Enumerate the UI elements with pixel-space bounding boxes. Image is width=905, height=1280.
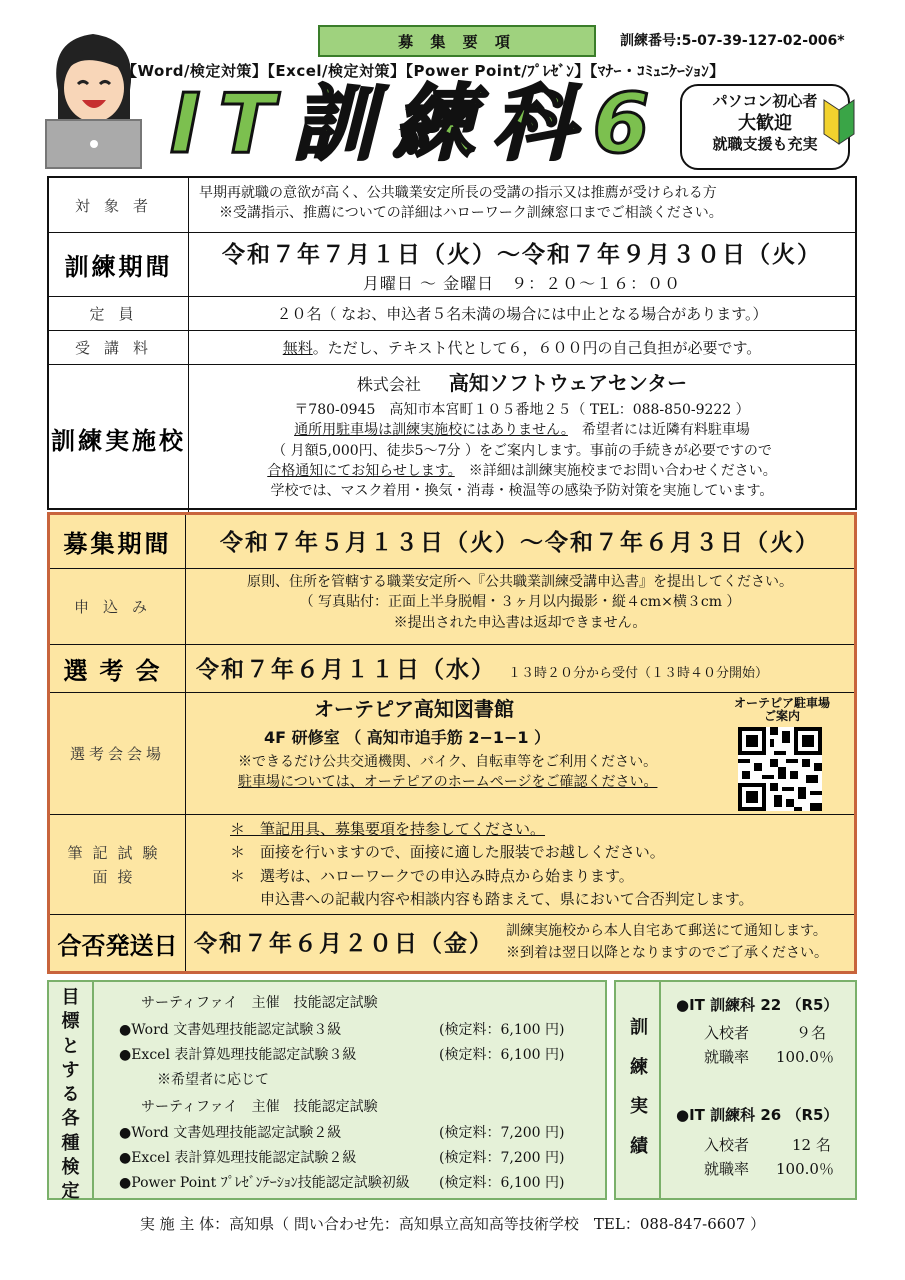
course-code: 訓練番号:5-07-39-127-02-006* [620,33,845,49]
school-parking-note: 通所用駐車場は訓練実施校にはありません。 [294,422,568,439]
cert-fee: (検定料：6,100 円) [439,1022,565,1038]
label-venue: 選考会会場 [50,693,186,814]
school-covid-note: 学校では、マスク着用・換気・消毒・検温等の感染予防対策を実施しています。 [270,483,774,500]
rate-label: 就職率 [704,1160,750,1178]
label-apply: 申込み [50,569,186,644]
cert-organizer: サーティファイ 主催 技能認定試験 [141,1099,378,1115]
mascot-illustration [38,20,148,170]
exam-line: ＊ 筆記用具、募集要項を持参してください。 [230,820,546,838]
cert-fee: (検定料：7,200 円) [439,1150,565,1166]
school-address: 〒780-0945 高知市本宮町１０５番地２５（ TEL：088-850-9222 ） [294,402,750,418]
label-period: 訓練期間 [49,233,189,296]
rate-value: 100.0％ [776,1048,834,1066]
cert-organizer: サーティファイ 主催 技能認定試験 [141,995,378,1011]
row-selection [50,645,854,693]
selection-note: １３時２０分から受付（１３時４０分開始） [508,666,769,681]
label-capacity: 定員 [49,297,189,330]
qr-label: オーテピア駐車場 [733,696,830,710]
beginner-mark-icon [822,96,856,146]
school-parking-fee: （ 月額5,000円、徒歩5～7分 ）をご案内します。事前の手続きが必要ですので [272,442,772,459]
label-fee: 受講料 [49,331,189,364]
target-certifications [47,980,607,1203]
label-recruit-period: 募集期間 [50,515,186,568]
entrants-value: 12 名 [792,1136,831,1154]
cert-item: ●Excel 表計算処理技能認定試験２級 [119,1150,357,1166]
entrants-label: 入校者 [704,1024,750,1042]
target-line: 早期再就職の意欲が高く、公共職業安定所長の受講の指示又は推薦が受けられる方 [199,185,717,201]
qr-code-icon[interactable] [738,727,822,811]
period-date: 令和７年７月１日（火）～令和７年９月３０日（火） [222,242,822,268]
exam-line: ＊ 選考は、ハローワークでの申込み時点から始まります。 [230,866,634,885]
training-results [614,980,857,1200]
venue-transport: ※できるだけ公共交通機関、バイク、自転車等をご利用ください。 [238,754,658,771]
rate-label: 就職率 [704,1048,750,1066]
cert-fee: (検定料：7,200 円) [439,1125,565,1141]
bubble-line: パソコン初心者 [712,92,818,110]
entrants-value: ９名 [796,1024,827,1042]
exam-line: ＊ 面接を行いますので、面接に適した服装でお越しください。 [230,843,665,862]
capacity-text: ２０名（ なお、申込者５名未満の場合には中止となる場合があります。） [276,305,768,323]
label-result: 合否発送日 [50,915,186,971]
bubble-line: 就職支援も充実 [712,134,818,153]
goals-label: 目標とする各種検定 [49,982,94,1198]
course-tags: 【Word/検定対策】【Excel/検定対策】【Power Point/ﾌﾟﾚｾﾞﾝ】【ﾏﾅｰ・ｺﾐｭﾆｹｰｼｮﾝ】 [122,62,725,80]
apply-line: 原則、住所を管轄する職業安定所へ『公共職業訓練受講申込書』を提出してください。 [247,574,793,590]
school-inquiry: ※詳細は訓練実施校までお問い合わせください。 [454,462,777,479]
cert-item: ●Excel 表計算処理技能認定試験３級 [119,1047,357,1063]
course-info-table [47,176,857,510]
recruitment-section [47,512,857,974]
label-target: 対象者 [49,178,189,232]
fee-text: 。ただし、テキスト代として６，６００円の自己負担が必要です。 [312,339,762,357]
cert-item: ●Word 文書処理技能認定試験２級 [119,1125,342,1141]
cert-note: ※希望者に応じて [157,1072,269,1088]
apply-line: ※提出された申込書は返却できません。 [393,614,647,631]
row-capacity [49,297,855,331]
row-fee [49,331,855,365]
venue-room: 4F 研修室 （ 高知市追手筋 2−1−1 ） [264,728,551,747]
row-school [49,365,855,512]
row-venue [50,693,854,815]
result-date: 令和７年６月２０日（金） [194,931,494,957]
cert-fee: (検定料：6,100 円) [439,1175,565,1191]
cert-item: ●Word 文書処理技能認定試験３級 [119,1022,342,1038]
recruit-date: 令和７年５月１３日（火）～令和７年６月３日（火） [220,530,820,556]
result-line: ※到着は翌日以降となりますのでご了承ください。 [506,944,828,961]
result-block-title: ●IT 訓練科 26 （R5） [676,1106,839,1124]
school-notify-note: 合格通知にてお知らせします。 [267,462,455,479]
recruitment-badge: 募 集 要 項 [318,25,596,57]
school-company-prefix: 株式会社 [356,375,421,394]
row-apply [50,569,854,645]
result-block-title: ●IT 訓練科 22 （R5） [676,996,839,1014]
fee-free: 無料 [282,339,313,357]
row-target [49,178,855,233]
venue-name: オーテピア高知図書館 [314,697,514,721]
row-period [49,233,855,297]
school-parking-text: 希望者には近隣有料駐車場 [567,422,750,439]
cert-item: ●Power Point ﾌﾟﾚｾﾞﾝﾃｰｼｮﾝ技能認定試験初級 [119,1175,410,1191]
label-exam: 筆記試験 [67,843,168,862]
results-label: 訓練実績 [616,982,661,1198]
row-exam [50,815,854,915]
label-selection: 選考会 [50,645,186,692]
cert-fee: (検定料：6,100 円) [439,1047,565,1063]
label-interview: 面接 [92,867,143,886]
venue-parking-link[interactable]: 駐車場については、オーテピアのホームページをご確認ください。 [238,774,658,791]
qr-label: ご案内 [763,709,800,724]
row-recruit-period [50,515,854,569]
label-school: 訓練実施校 [49,365,189,512]
exam-line: 申込書への記載内容や相談内容も踏まえて、県において合否判定します。 [260,889,754,908]
bubble-line: 大歓迎 [738,112,792,134]
footer-organizer: 実 施 主 体：高知県（ 問い合わせ先：高知県立高知高等技術学校 TEL：088-847-6607 ） [139,1215,766,1233]
school-name: 高知ソフトウェアセンター [448,371,688,395]
apply-line: （ 写真貼付：正面上半身脱帽・３ヶ月以内撮影・縦４cm×横３cm ） [299,594,741,611]
rate-value: 100.0％ [776,1160,834,1178]
selection-date: 令和７年６月１１日（水） [196,657,496,683]
result-line: 訓練実施校から本人自宅あて郵送にて通知します。 [506,923,827,939]
target-note: ※受講指示、推薦についての詳細はハローワーク訓練窓口までご相談ください。 [219,205,723,222]
period-time: 月曜日 ～ 金曜日 ９：２０～１６：００ [362,274,682,294]
entrants-label: 入校者 [704,1136,750,1154]
row-result [50,915,854,971]
course-title: IT訓練科6 [170,77,668,172]
